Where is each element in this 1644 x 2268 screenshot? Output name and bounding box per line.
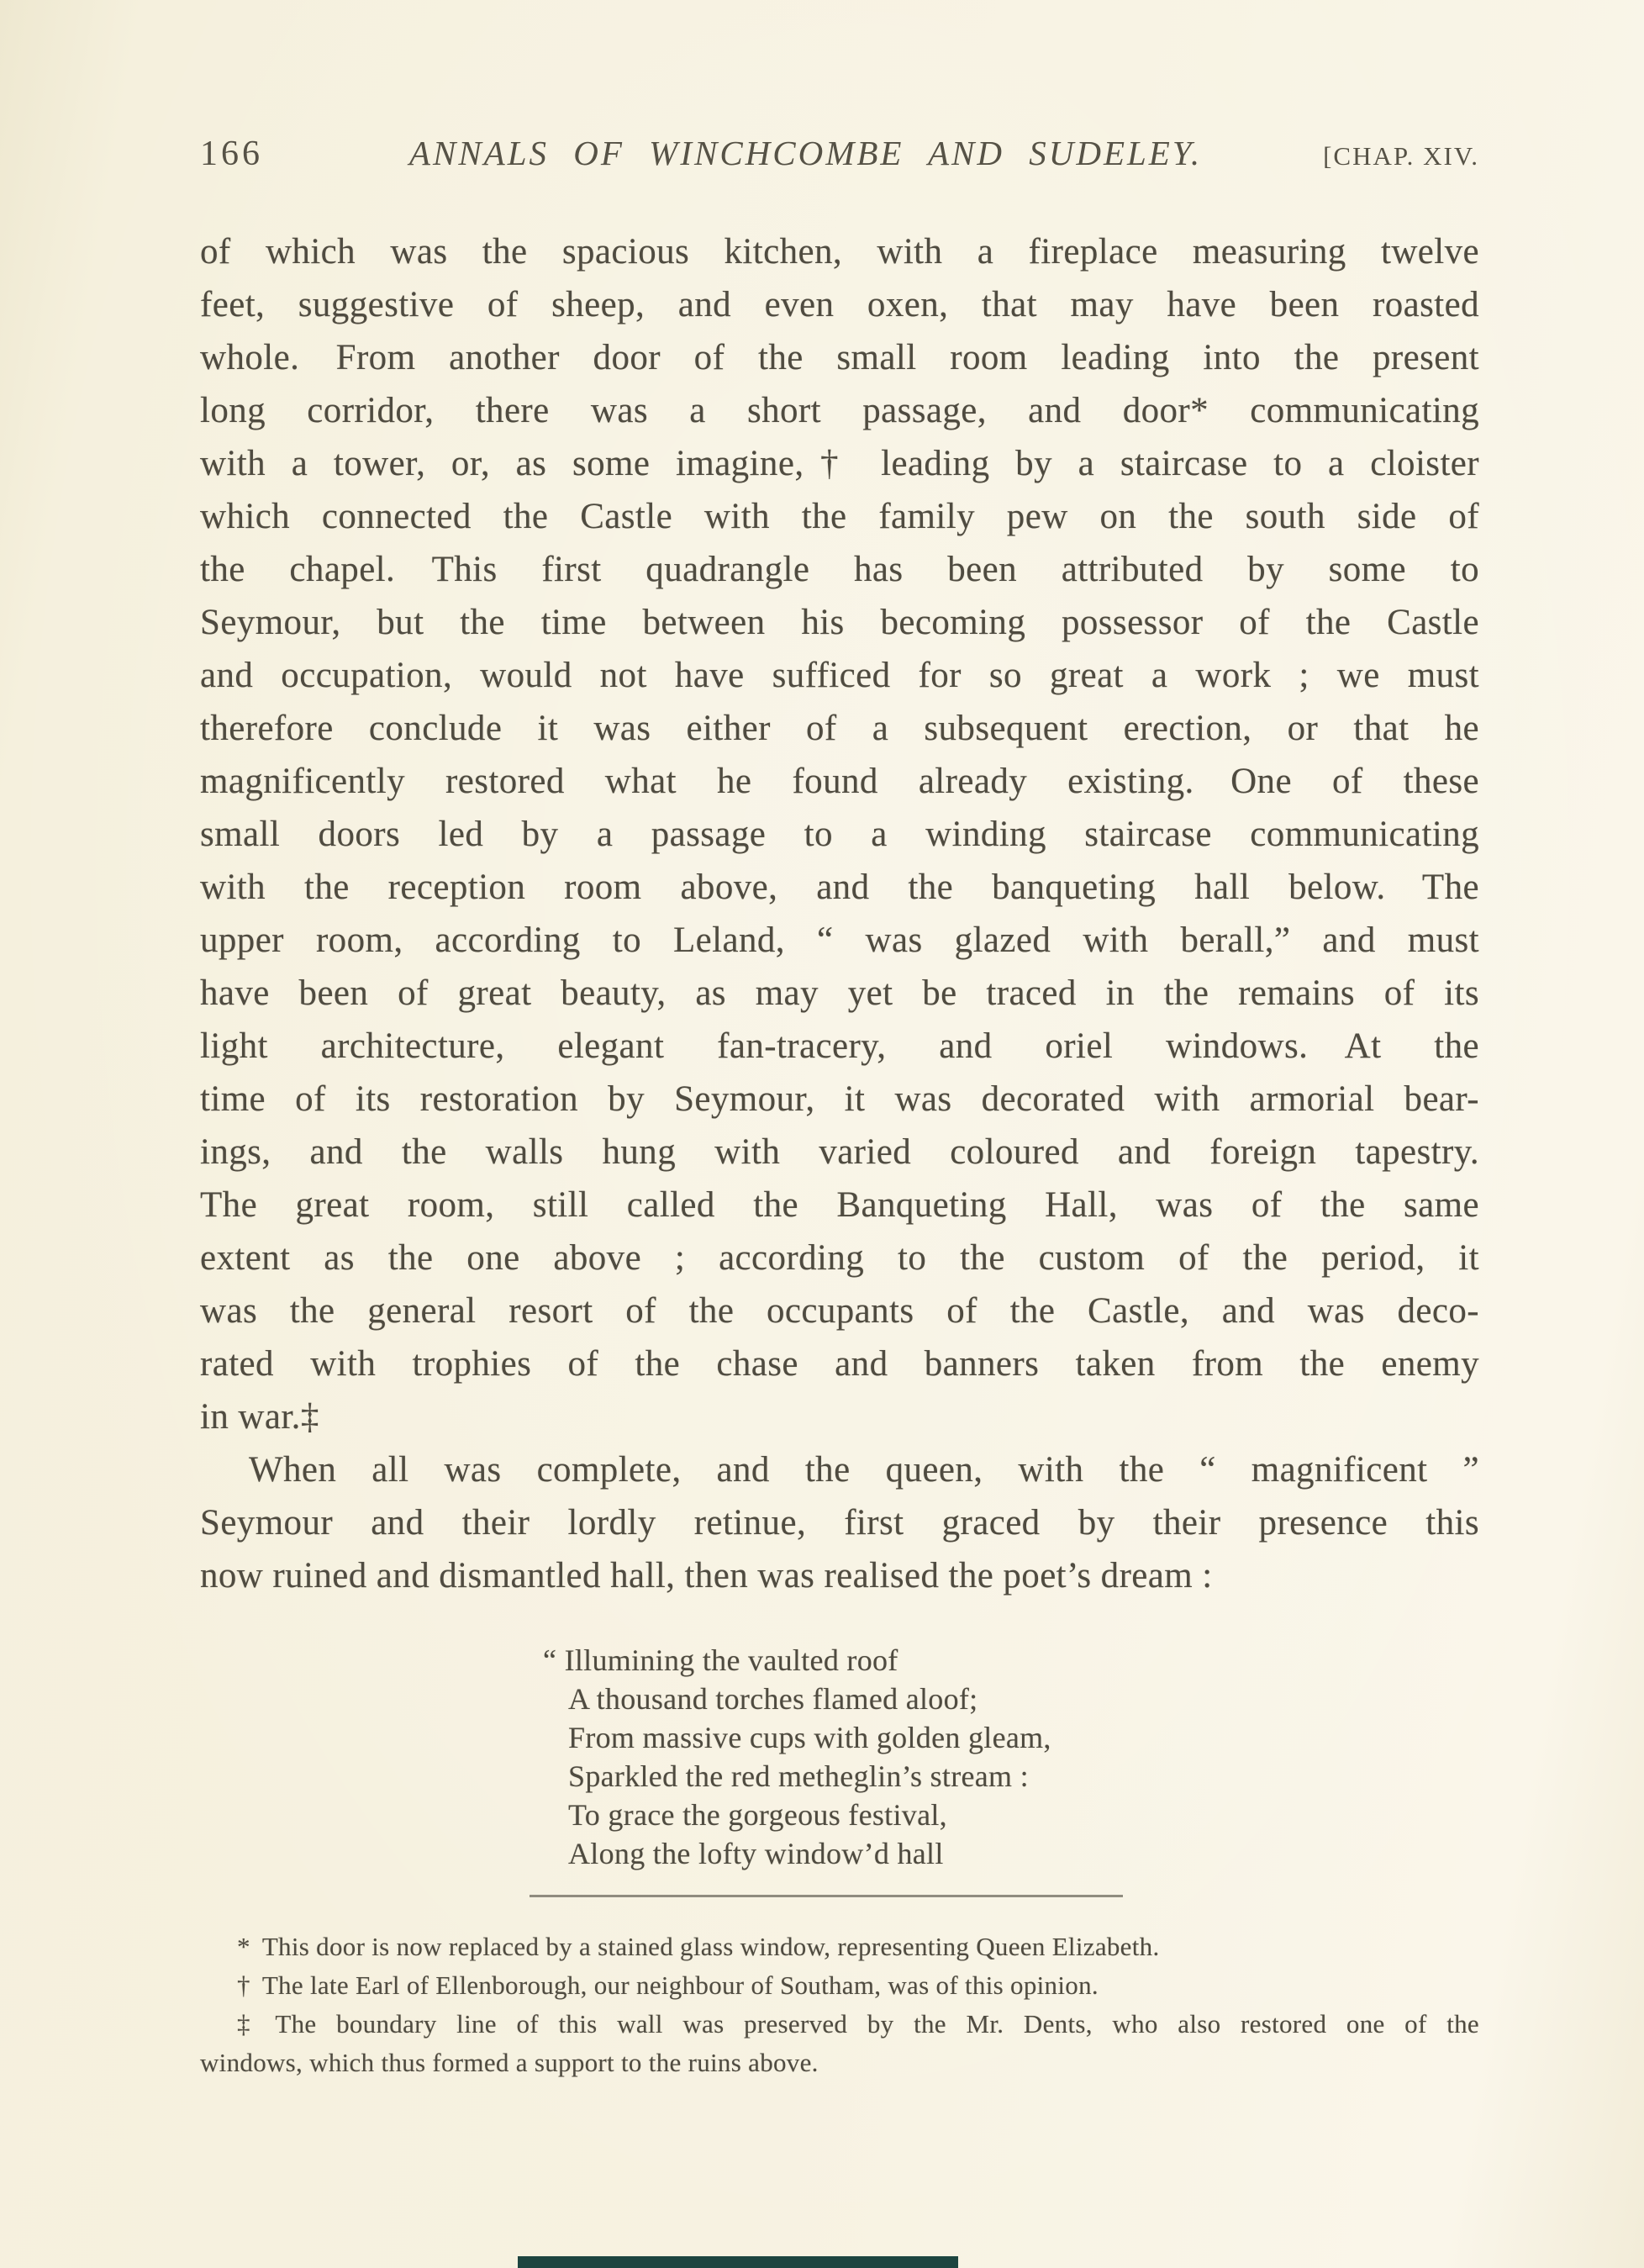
- paragraph-1-line: whole. From another door of the small room leading into the present: [200, 338, 1479, 377]
- footnote-line: ‡ The boundary line of this wall was preserved by the Mr. Dents, who also restored one of the: [237, 2009, 1479, 2039]
- poem-quote-line: To grace the gorgeous festival,: [568, 1798, 947, 1832]
- paragraph-2-line: When all was complete, and the queen, with the “ magnificent ”: [249, 1450, 1479, 1490]
- paragraph-1-line: long corridor, there was a short passage, and door* communicating: [200, 391, 1479, 430]
- paragraph-1-line: have been of great beauty, as may yet be traced in the remains of its: [200, 973, 1479, 1013]
- scan-artifact-bar: [518, 2256, 958, 2268]
- poem-quote-line: Along the lofty window’d hall: [568, 1837, 944, 1870]
- paragraph-1-line: which connected the Castle with the family pew on the south side of: [200, 497, 1479, 536]
- paragraph-2-line: now ruined and dismantled hall, then was realised the poet’s dream :: [200, 1556, 1213, 1596]
- poem-quote-line: From massive cups with golden gleam,: [568, 1721, 1051, 1754]
- chapter-label: [CHAP. XIV.: [1323, 141, 1479, 171]
- footnote-line: windows, which thus formed a support to the ruins above.: [200, 2048, 819, 2077]
- paragraph-1-line: ings, and the walls hung with varied coloured and foreign tapestry.: [200, 1132, 1479, 1172]
- paragraph-1-line: Seymour, but the time between his becoming possessor of the Castle: [200, 603, 1479, 642]
- paragraph-1-line: in war.‡: [200, 1397, 319, 1437]
- footnote-marker: †: [237, 1970, 250, 2000]
- paragraph-2-line: Seymour and their lordly retinue, first graced by their presence this: [200, 1503, 1479, 1543]
- paragraph-1-line: rated with trophies of the chase and banners taken from the enemy: [200, 1344, 1479, 1384]
- footnote-line: * This door is now replaced by a stained glass window, representing Queen Elizabeth.: [237, 1932, 1160, 1961]
- paragraph-1-line: extent as the one above ; according to the custom of the period, it: [200, 1238, 1479, 1278]
- paragraph-1-line: time of its restoration by Seymour, it was decorated with armorial bear-: [200, 1079, 1479, 1119]
- paragraph-1-line: was the general resort of the occupants of the Castle, and was deco-: [200, 1291, 1479, 1331]
- paragraph-1-line: therefore conclude it was either of a subsequent erection, or that he: [200, 709, 1479, 748]
- body-text: [200, 225, 1479, 2082]
- poem-quote-line: Sparkled the red metheglin’s stream :: [568, 1759, 1029, 1793]
- running-title: ANNALS OF WINCHCOMBE AND SUDELEY.: [408, 134, 1203, 172]
- paragraph-1: [200, 225, 1479, 1443]
- footnote-line: † The late Earl of Ellenborough, our neighbour of Southam, was of this opinion.: [237, 1970, 1099, 2000]
- paragraph-1-line: the chapel. This first quadrangle has been attributed by some to: [200, 550, 1479, 589]
- footnotes: [200, 1928, 1479, 2082]
- paragraph-1-line: magnificently restored what he found already existing. One of these: [200, 762, 1479, 801]
- paragraph-1-line: with the reception room above, and the banqueting hall below. The: [200, 868, 1479, 907]
- poem-quote-line: “ Illumining the vaulted roof: [543, 1643, 898, 1677]
- page-number: 166: [200, 134, 263, 173]
- paragraph-1-line: with a tower, or, as some imagine,† leading by a staircase to a cloister: [200, 444, 1479, 483]
- footnote-marker: *: [237, 1932, 250, 1961]
- paragraph-1-line: small doors led by a passage to a winding staircase communicating: [200, 815, 1479, 854]
- poem-quote: [543, 1641, 1479, 1873]
- paragraph-1-line: feet, suggestive of sheep, and even oxen, that may have been roasted: [200, 285, 1479, 324]
- paragraph-2: [200, 1443, 1479, 1602]
- paragraph-1-line: light architecture, elegant fan-tracery, and oriel windows. At the: [200, 1026, 1479, 1066]
- footnote-marker: ‡: [237, 2009, 264, 2039]
- running-head: [200, 133, 1479, 174]
- paragraph-1-line: The great room, still called the Banqueting Hall, was of the same: [200, 1185, 1479, 1225]
- paragraph-1-line: and occupation, would not have sufficed for so great a work ; we must: [200, 656, 1479, 695]
- footnote-separator: [530, 1895, 1123, 1897]
- paragraph-1-line: of which was the spacious kitchen, with a fireplace measuring twelve: [200, 232, 1479, 272]
- poem-quote-line: A thousand torches flamed aloof;: [568, 1682, 978, 1716]
- paragraph-1-line: upper room, according to Leland, “ was glazed with berall,” and must: [200, 920, 1479, 960]
